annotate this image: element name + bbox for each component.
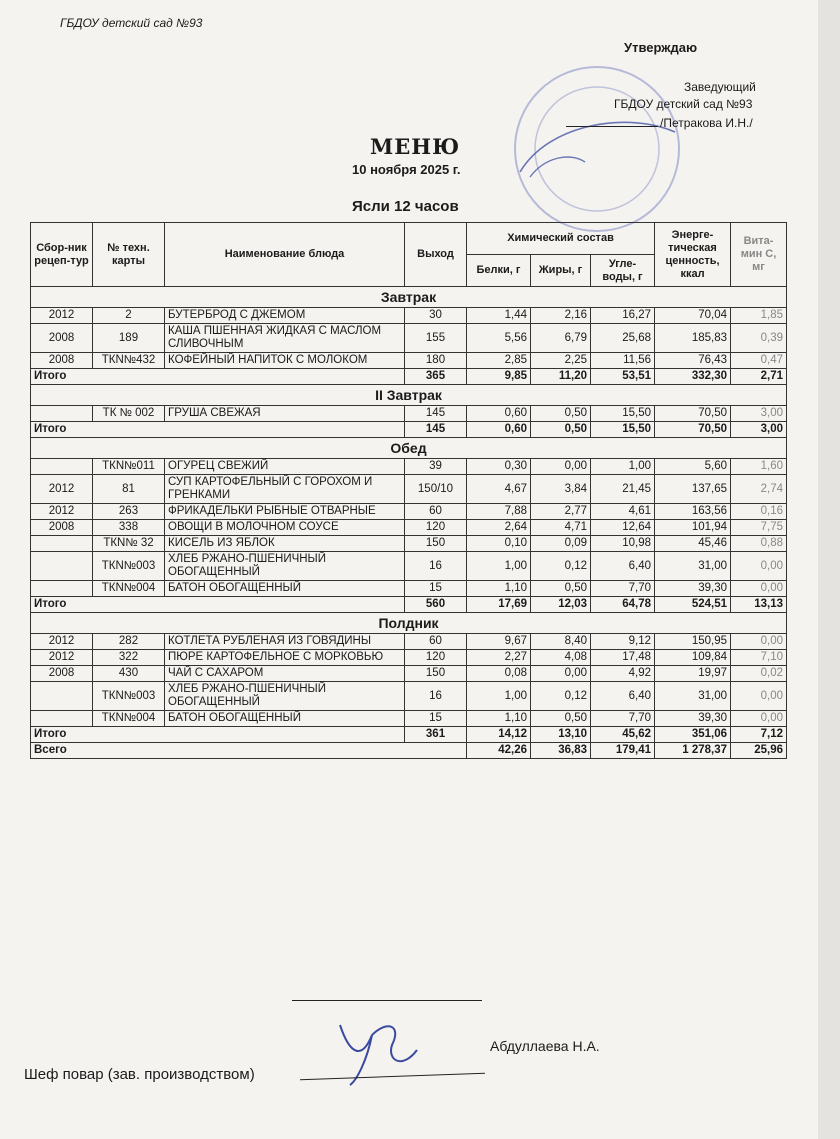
recipe-collection-cell	[31, 536, 93, 552]
total-carb: 53,51	[591, 369, 655, 385]
grand-total-protein: 42,26	[467, 743, 531, 759]
recipe-collection-cell: 2012	[31, 634, 93, 650]
grand-total-energy: 1 278,37	[655, 743, 731, 759]
vitamin-cell: 0,16	[731, 504, 787, 520]
tech-card-cell: 322	[93, 650, 165, 666]
carb-cell: 25,68	[591, 324, 655, 353]
recipe-collection-cell	[31, 552, 93, 581]
total-vitamin: 13,13	[731, 597, 787, 613]
table-row	[31, 666, 787, 682]
total-vitamin: 2,71	[731, 369, 787, 385]
recipe-collection-cell: 2012	[31, 308, 93, 324]
carb-cell: 6,40	[591, 552, 655, 581]
fat-cell: 4,08	[531, 650, 591, 666]
vitamin-cell: 0,02	[731, 666, 787, 682]
yield-cell: 15	[405, 711, 467, 727]
carb-cell: 15,50	[591, 406, 655, 422]
tech-card-cell: ТКN№003	[93, 552, 165, 581]
yield-cell: 16	[405, 552, 467, 581]
fat-cell: 0,12	[531, 682, 591, 711]
meal-header-row	[31, 287, 787, 308]
recipe-collection-cell	[31, 406, 93, 422]
tech-card-cell: ТКN№004	[93, 581, 165, 597]
total-protein: 14,12	[467, 727, 531, 743]
carb-cell: 21,45	[591, 475, 655, 504]
header-card: № техн. карты	[93, 223, 165, 287]
table-row	[31, 682, 787, 711]
table-row	[31, 504, 787, 520]
recipe-collection-cell: 2008	[31, 520, 93, 536]
tech-card-cell: 189	[93, 324, 165, 353]
grand-total-carb: 179,41	[591, 743, 655, 759]
recipe-collection-cell: 2008	[31, 353, 93, 369]
fat-cell: 8,40	[531, 634, 591, 650]
protein-cell: 1,00	[467, 552, 531, 581]
vitamin-cell: 0,00	[731, 552, 787, 581]
dish-name-cell: БУТЕРБРОД С ДЖЕМОМ	[165, 308, 405, 324]
total-yield: 361	[405, 727, 467, 743]
recipe-collection-cell: 2012	[31, 475, 93, 504]
menu-body	[31, 287, 787, 759]
dish-name-cell: ФРИКАДЕЛЬКИ РЫБНЫЕ ОТВАРНЫЕ	[165, 504, 405, 520]
energy-cell: 5,60	[655, 459, 731, 475]
dish-name-cell: ОВОЩИ В МОЛОЧНОМ СОУСЕ	[165, 520, 405, 536]
fat-cell: 2,77	[531, 504, 591, 520]
table-row	[31, 475, 787, 504]
yield-cell: 30	[405, 308, 467, 324]
fat-cell: 0,00	[531, 459, 591, 475]
protein-cell: 2,64	[467, 520, 531, 536]
carb-cell: 4,61	[591, 504, 655, 520]
total-yield: 145	[405, 422, 467, 438]
carb-cell: 12,64	[591, 520, 655, 536]
energy-cell: 70,50	[655, 406, 731, 422]
meal-name: Обед	[31, 438, 787, 459]
dish-name-cell: КОТЛЕТА РУБЛЕНАЯ ИЗ ГОВЯДИНЫ	[165, 634, 405, 650]
total-carb: 15,50	[591, 422, 655, 438]
head-title: Заведующий	[684, 80, 756, 94]
recipe-collection-cell: 2008	[31, 324, 93, 353]
header-chem: Химический состав	[467, 223, 655, 255]
carb-cell: 7,70	[591, 711, 655, 727]
tech-card-cell: ТКN№004	[93, 711, 165, 727]
table-row	[31, 520, 787, 536]
table-row	[31, 581, 787, 597]
vitamin-cell: 0,88	[731, 536, 787, 552]
total-label: Итого	[31, 369, 405, 385]
carb-cell: 10,98	[591, 536, 655, 552]
recipe-collection-cell	[31, 459, 93, 475]
recipe-collection-cell: 2012	[31, 504, 93, 520]
header-protein: Белки, г	[467, 255, 531, 287]
total-yield: 560	[405, 597, 467, 613]
energy-cell: 39,30	[655, 711, 731, 727]
tech-card-cell: ТКN№011	[93, 459, 165, 475]
table-row	[31, 324, 787, 353]
recipe-collection-cell	[31, 682, 93, 711]
carb-cell: 11,56	[591, 353, 655, 369]
tech-card-cell: ТКN№003	[93, 682, 165, 711]
dish-name-cell: ГРУША СВЕЖАЯ	[165, 406, 405, 422]
header-dish: Наименование блюда	[165, 223, 405, 287]
energy-cell: 31,00	[655, 552, 731, 581]
meal-name: II Завтрак	[31, 385, 787, 406]
header-carb: Угле-воды, г	[591, 255, 655, 287]
yield-cell: 145	[405, 406, 467, 422]
vitamin-cell: 0,00	[731, 634, 787, 650]
dish-name-cell: ПЮРЕ КАРТОФЕЛЬНОЕ С МОРКОВЬЮ	[165, 650, 405, 666]
total-carb: 45,62	[591, 727, 655, 743]
fat-cell: 0,50	[531, 711, 591, 727]
round-stamp	[510, 62, 685, 237]
total-label: Итого	[31, 422, 405, 438]
tech-card-cell: 430	[93, 666, 165, 682]
energy-cell: 163,56	[655, 504, 731, 520]
fat-cell: 2,25	[531, 353, 591, 369]
carb-cell: 6,40	[591, 682, 655, 711]
protein-cell: 9,67	[467, 634, 531, 650]
header-fat: Жиры, г	[531, 255, 591, 287]
table-row	[31, 552, 787, 581]
energy-cell: 185,83	[655, 324, 731, 353]
protein-cell: 0,30	[467, 459, 531, 475]
tech-card-cell: ТК № 002	[93, 406, 165, 422]
energy-cell: 45,46	[655, 536, 731, 552]
total-row	[31, 597, 787, 613]
total-fat: 12,03	[531, 597, 591, 613]
total-energy: 524,51	[655, 597, 731, 613]
total-fat: 13,10	[531, 727, 591, 743]
dish-name-cell: КАША ПШЕННАЯ ЖИДКАЯ С МАСЛОМ СЛИВОЧНЫМ	[165, 324, 405, 353]
energy-cell: 39,30	[655, 581, 731, 597]
table-row	[31, 634, 787, 650]
protein-cell: 4,67	[467, 475, 531, 504]
carb-cell: 4,92	[591, 666, 655, 682]
recipe-collection-cell	[31, 581, 93, 597]
protein-cell: 1,10	[467, 711, 531, 727]
energy-cell: 76,43	[655, 353, 731, 369]
meal-header-row	[31, 613, 787, 634]
total-row	[31, 727, 787, 743]
table-row	[31, 406, 787, 422]
tech-card-cell: 2	[93, 308, 165, 324]
total-protein: 0,60	[467, 422, 531, 438]
carb-cell: 9,12	[591, 634, 655, 650]
fat-cell: 0,50	[531, 406, 591, 422]
dish-name-cell: БАТОН ОБОГАЩЕННЫЙ	[165, 581, 405, 597]
vitamin-cell: 0,00	[731, 711, 787, 727]
yield-cell: 155	[405, 324, 467, 353]
total-protein: 9,85	[467, 369, 531, 385]
protein-cell: 7,88	[467, 504, 531, 520]
total-row	[31, 422, 787, 438]
table-row	[31, 650, 787, 666]
energy-cell: 19,97	[655, 666, 731, 682]
energy-cell: 109,84	[655, 650, 731, 666]
dish-name-cell: КОФЕЙНЫЙ НАПИТОК С МОЛОКОМ	[165, 353, 405, 369]
header-collection: Сбор-ник рецеп-тур	[31, 223, 93, 287]
head-name: /Петракова И.Н./	[660, 116, 753, 130]
vitamin-cell: 7,10	[731, 650, 787, 666]
organization-name: ГБДОУ детский сад №93	[60, 16, 203, 30]
total-energy: 332,30	[655, 369, 731, 385]
total-fat: 0,50	[531, 422, 591, 438]
fat-cell: 0,09	[531, 536, 591, 552]
total-energy: 351,06	[655, 727, 731, 743]
tech-card-cell: 338	[93, 520, 165, 536]
dish-name-cell: ХЛЕБ РЖАНО-ПШЕНИЧНЫЙ ОБОГАЩЕННЫЙ	[165, 682, 405, 711]
yield-cell: 150	[405, 666, 467, 682]
grand-total-fat: 36,83	[531, 743, 591, 759]
tech-card-cell: ТКN№ 32	[93, 536, 165, 552]
carb-cell: 1,00	[591, 459, 655, 475]
tech-card-cell: 81	[93, 475, 165, 504]
energy-cell: 70,04	[655, 308, 731, 324]
energy-cell: 31,00	[655, 682, 731, 711]
carb-cell: 17,48	[591, 650, 655, 666]
vitamin-cell: 0,00	[731, 682, 787, 711]
group-name: Ясли 12 часов	[352, 198, 459, 215]
tech-card-cell: 263	[93, 504, 165, 520]
meal-header-row	[31, 385, 787, 406]
fat-cell: 0,00	[531, 666, 591, 682]
total-fat: 11,20	[531, 369, 591, 385]
yield-cell: 15	[405, 581, 467, 597]
total-label: Итого	[31, 727, 405, 743]
total-row	[31, 369, 787, 385]
total-vitamin: 7,12	[731, 727, 787, 743]
vitamin-cell: 0,39	[731, 324, 787, 353]
energy-cell: 101,94	[655, 520, 731, 536]
header-vitamin: Вита-мин С, мг	[731, 223, 787, 287]
vitamin-cell: 1,60	[731, 459, 787, 475]
vitamin-cell: 1,85	[731, 308, 787, 324]
total-vitamin: 3,00	[731, 422, 787, 438]
protein-cell: 1,44	[467, 308, 531, 324]
meal-name: Полдник	[31, 613, 787, 634]
yield-cell: 16	[405, 682, 467, 711]
head-organization: ГБДОУ детский сад №93	[614, 97, 753, 111]
vitamin-cell: 0,47	[731, 353, 787, 369]
head-signature-line	[566, 116, 753, 130]
yield-cell: 120	[405, 650, 467, 666]
vitamin-cell: 7,75	[731, 520, 787, 536]
grand-total-label: Всего	[31, 743, 467, 759]
header-energy: Энерге-тическая ценность, ккал	[655, 223, 731, 287]
yield-cell: 150	[405, 536, 467, 552]
table-row	[31, 459, 787, 475]
protein-cell: 2,27	[467, 650, 531, 666]
recipe-collection-cell: 2012	[31, 650, 93, 666]
chef-label: Шеф повар (зав. производством)	[24, 1066, 255, 1083]
tech-card-cell: ТКN№432	[93, 353, 165, 369]
total-protein: 17,69	[467, 597, 531, 613]
dish-name-cell: ОГУРЕЦ СВЕЖИЙ	[165, 459, 405, 475]
chef-name: Абдуллаева Н.А.	[490, 1038, 600, 1054]
grand-total-vitamin: 25,96	[731, 743, 787, 759]
protein-cell: 5,56	[467, 324, 531, 353]
grand-total-row	[31, 743, 787, 759]
meal-name: Завтрак	[31, 287, 787, 308]
dish-name-cell: КИСЕЛЬ ИЗ ЯБЛОК	[165, 536, 405, 552]
yield-cell: 60	[405, 634, 467, 650]
dish-name-cell: СУП КАРТОФЕЛЬНЫЙ С ГОРОХОМ И ГРЕНКАМИ	[165, 475, 405, 504]
table-row	[31, 536, 787, 552]
carb-cell: 7,70	[591, 581, 655, 597]
recipe-collection-cell: 2008	[31, 666, 93, 682]
table-row	[31, 711, 787, 727]
protein-cell: 1,00	[467, 682, 531, 711]
yield-cell: 39	[405, 459, 467, 475]
table-row	[31, 308, 787, 324]
vitamin-cell: 3,00	[731, 406, 787, 422]
total-yield: 365	[405, 369, 467, 385]
protein-cell: 0,08	[467, 666, 531, 682]
energy-cell: 150,95	[655, 634, 731, 650]
meal-header-row	[31, 438, 787, 459]
fat-cell: 6,79	[531, 324, 591, 353]
fat-cell: 4,71	[531, 520, 591, 536]
fat-cell: 2,16	[531, 308, 591, 324]
fat-cell: 0,12	[531, 552, 591, 581]
total-carb: 64,78	[591, 597, 655, 613]
dish-name-cell: БАТОН ОБОГАЩЕННЫЙ	[165, 711, 405, 727]
protein-cell: 0,10	[467, 536, 531, 552]
table-row	[31, 353, 787, 369]
energy-cell: 137,65	[655, 475, 731, 504]
document-title: МЕНЮ	[370, 134, 461, 159]
protein-cell: 1,10	[467, 581, 531, 597]
fat-cell: 0,50	[531, 581, 591, 597]
fat-cell: 3,84	[531, 475, 591, 504]
dish-name-cell: ХЛЕБ РЖАНО-ПШЕНИЧНЫЙ ОБОГАЩЕННЫЙ	[165, 552, 405, 581]
carb-cell: 16,27	[591, 308, 655, 324]
signature-line-top	[292, 1000, 482, 1001]
vitamin-cell: 0,00	[731, 581, 787, 597]
protein-cell: 0,60	[467, 406, 531, 422]
menu-date: 10 ноября 2025 г.	[352, 162, 461, 177]
menu-table	[30, 222, 787, 759]
protein-cell: 2,85	[467, 353, 531, 369]
total-energy: 70,50	[655, 422, 731, 438]
header-yield: Выход	[405, 223, 467, 287]
yield-cell: 60	[405, 504, 467, 520]
dish-name-cell: ЧАЙ С САХАРОМ	[165, 666, 405, 682]
total-label: Итого	[31, 597, 405, 613]
tech-card-cell: 282	[93, 634, 165, 650]
yield-cell: 150/10	[405, 475, 467, 504]
recipe-collection-cell	[31, 711, 93, 727]
yield-cell: 120	[405, 520, 467, 536]
handwritten-signature	[332, 1015, 422, 1090]
vitamin-cell: 2,74	[731, 475, 787, 504]
yield-cell: 180	[405, 353, 467, 369]
approve-label: Утверждаю	[624, 40, 698, 55]
